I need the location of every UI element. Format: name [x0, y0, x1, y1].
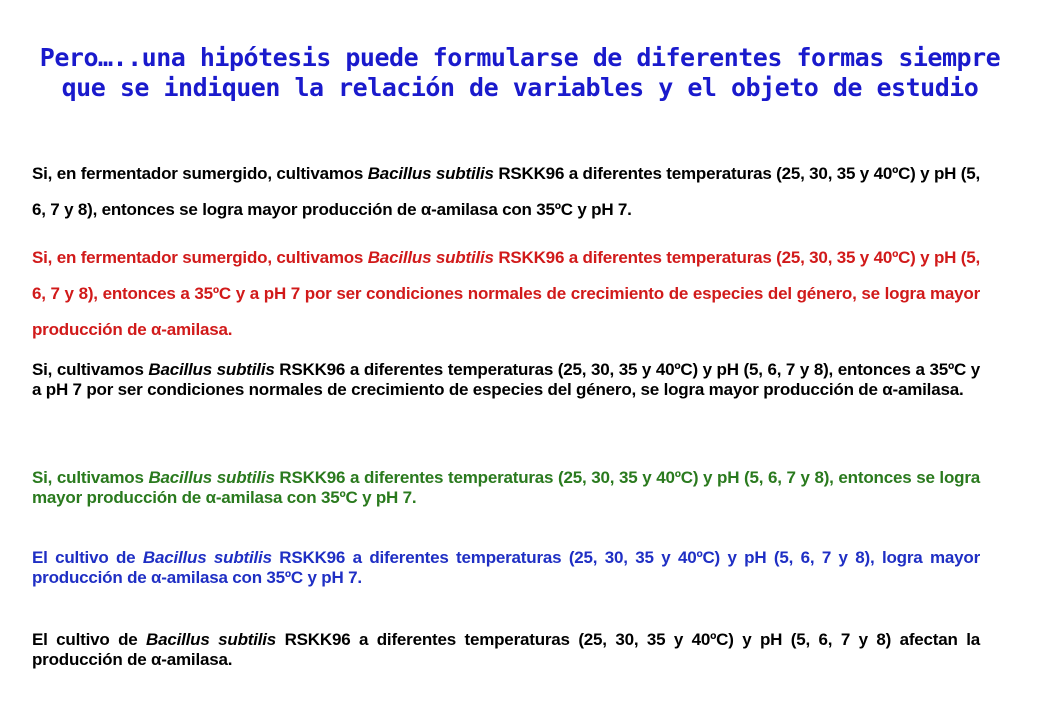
- species-name: Bacillus subtilis: [148, 468, 275, 487]
- paragraph-text-end: RSKK96 a diferentes temperaturas (25, 30, 35 y 40ºC) y pH (5, 6, 7 y 8), entonces a 35ºC y a pH 7 por ser condiciones normales de crecimiento de especies del género, se logra mayor producción de α-amilasa.: [32, 360, 980, 399]
- hypothesis-paragraph-2: [32, 240, 980, 348]
- hypothesis-paragraph-5: [32, 548, 980, 588]
- hypothesis-paragraph-3: [32, 360, 980, 400]
- paragraph-text-start: Si, cultivamos: [32, 360, 149, 379]
- species-name: Bacillus subtilis: [148, 360, 275, 379]
- paragraph-text-end: RSKK96 a diferentes temperaturas (25, 30, 35 y 40ºC) y pH (5, 6, 7 y 8), entonces se logra mayor producción de α-amilasa con 35ºC y pH 7.: [32, 164, 980, 219]
- paragraph-text-start: Si, en fermentador sumergido, cultivamos: [32, 164, 368, 183]
- paragraph-text-end: RSKK96 a diferentes temperaturas (25, 30, 35 y 40ºC) y pH (5, 6, 7 y 8), entonces a 35ºC y a pH 7 por ser condiciones normales de crecimiento de especies del género, se logra mayor producción de α-amilasa.: [32, 248, 980, 339]
- hypothesis-paragraph-4: [32, 468, 980, 508]
- paragraph-text-start: Si, en fermentador sumergido, cultivamos: [32, 248, 368, 267]
- hypothesis-paragraph-1: [32, 156, 980, 228]
- species-name: Bacillus subtilis: [142, 548, 272, 567]
- species-name: Bacillus subtilis: [367, 248, 494, 267]
- paragraph-text-start: El cultivo de: [32, 630, 147, 649]
- paragraph-text-end: RSKK96 a diferentes temperaturas (25, 30, 35 y 40ºC) y pH (5, 6, 7 y 8), logra mayor producción de α-amilasa con 35ºC y pH 7.: [32, 548, 981, 587]
- species-name: Bacillus subtilis: [367, 164, 494, 183]
- species-name: Bacillus subtilis: [146, 630, 277, 649]
- paragraph-text-start: El cultivo de: [32, 548, 143, 567]
- hypothesis-paragraph-6: [32, 630, 980, 670]
- paragraph-text-end: RSKK96 a diferentes temperaturas (25, 30, 35 y 40ºC) y pH (5, 6, 7 y 8) afectan la producción de α-amilasa.: [32, 630, 980, 669]
- paragraph-text-end: RSKK96 a diferentes temperaturas (25, 30, 35 y 40ºC) y pH (5, 6, 7 y 8), entonces se logra mayor producción de α-amilasa con 35ºC y pH 7.: [32, 468, 980, 507]
- slide-title: Pero…..una hipótesis puede formularse de diferentes formas siempre que se indiquen la relación de variables y el objeto de estudio: [39, 42, 1001, 102]
- paragraph-text-start: Si, cultivamos: [32, 468, 149, 487]
